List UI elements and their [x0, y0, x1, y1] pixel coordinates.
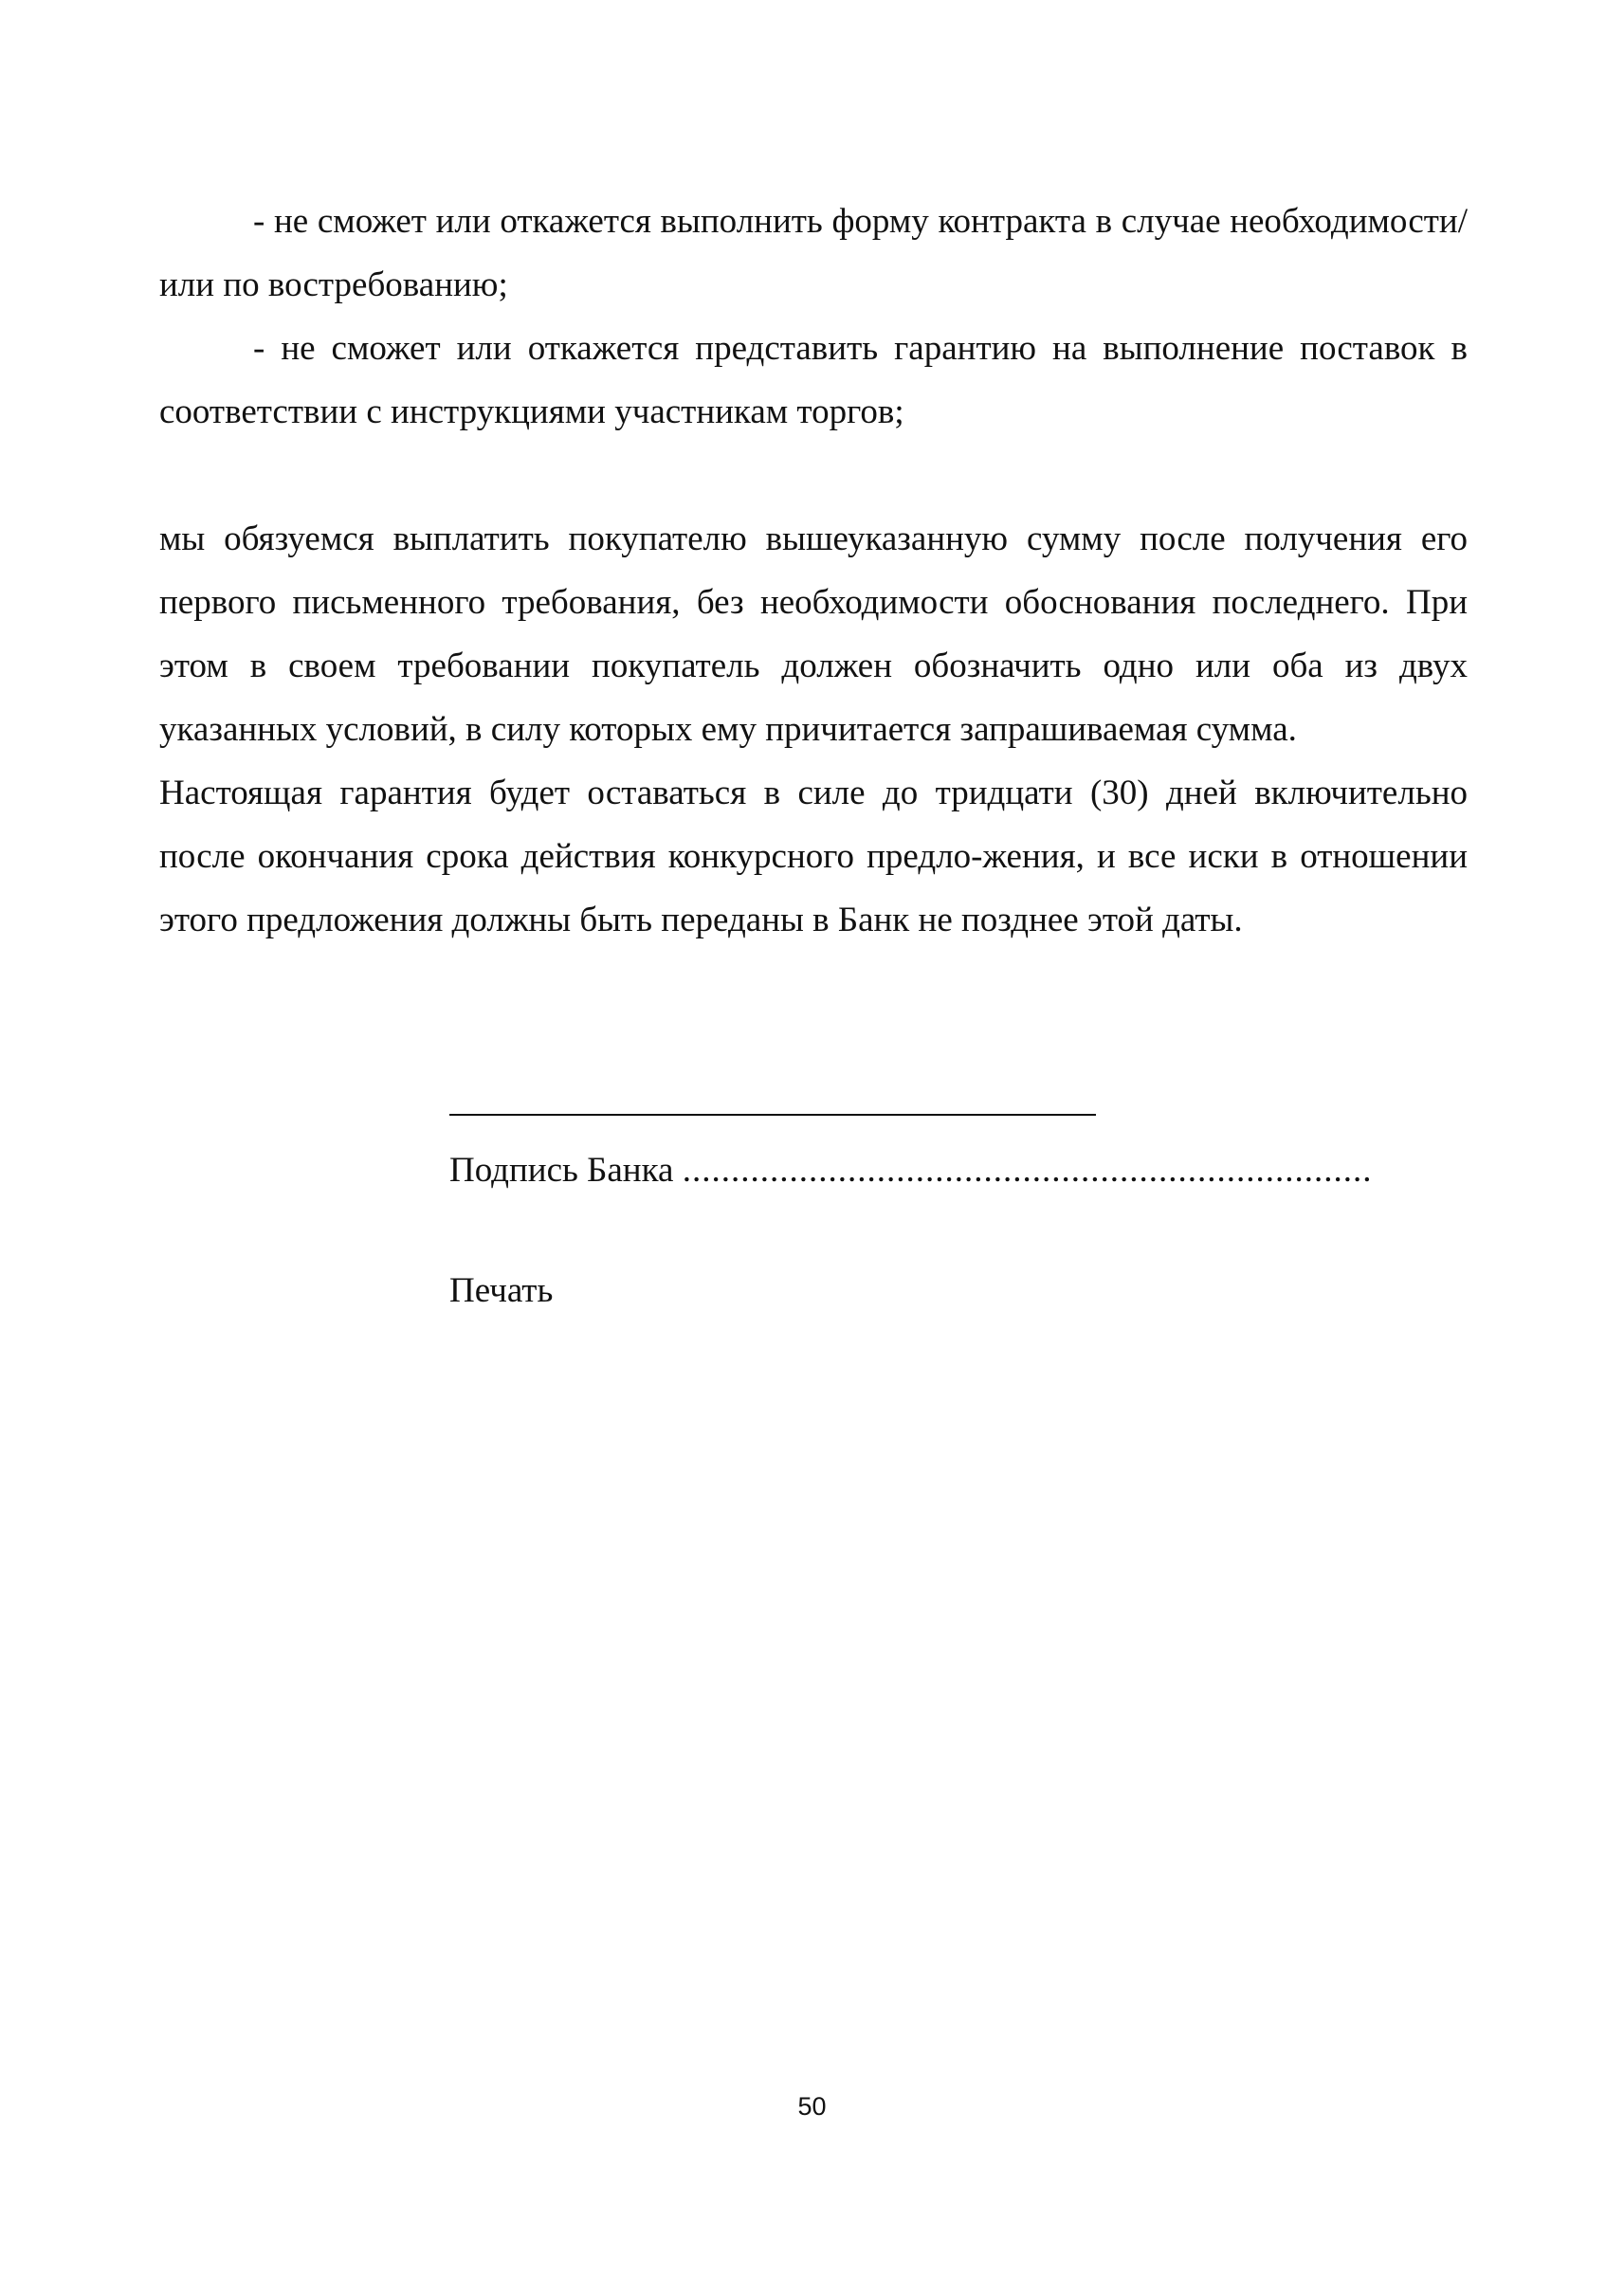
- validity-paragraph: Настоящая гарантия будет оставаться в силе до тридцати (30) дней включительно после окончания срока действия конкурсного предло-жения, и все иски в отношении этого предложения должны быть переданы в Банк не позднее этой даты.: [159, 774, 1468, 939]
- page-number: 50: [797, 2092, 827, 2121]
- signature-line: [449, 1114, 1096, 1116]
- seal-label: Печать: [449, 1271, 554, 1310]
- paragraph-gap: [159, 444, 1468, 507]
- signature-dots: .......................................................................: [682, 1151, 1373, 1190]
- condition-item-1: - не сможет или откажется выполнить форму контракта в случае необходимости/или по востребованию;: [159, 202, 1468, 304]
- payment-obligation-paragraph: мы обязуемся выплатить покупателю вышеуказанную сумму после получения его первого письменного требования, без необходимости обоснования последнего. При этом в своем требовании покупатель должен обозначить одно или оба из двух указанных условий, в силу которых ему причитается запрашиваемая сумма.: [159, 519, 1468, 749]
- signature-row: [449, 1147, 1372, 1194]
- condition-item-2: - не сможет или откажется представить гарантию на выполнение поставок в соответствии с инструкциями участникам торгов;: [159, 329, 1468, 431]
- document-body: [159, 190, 1468, 952]
- signature-label: Подпись Банка: [449, 1151, 674, 1190]
